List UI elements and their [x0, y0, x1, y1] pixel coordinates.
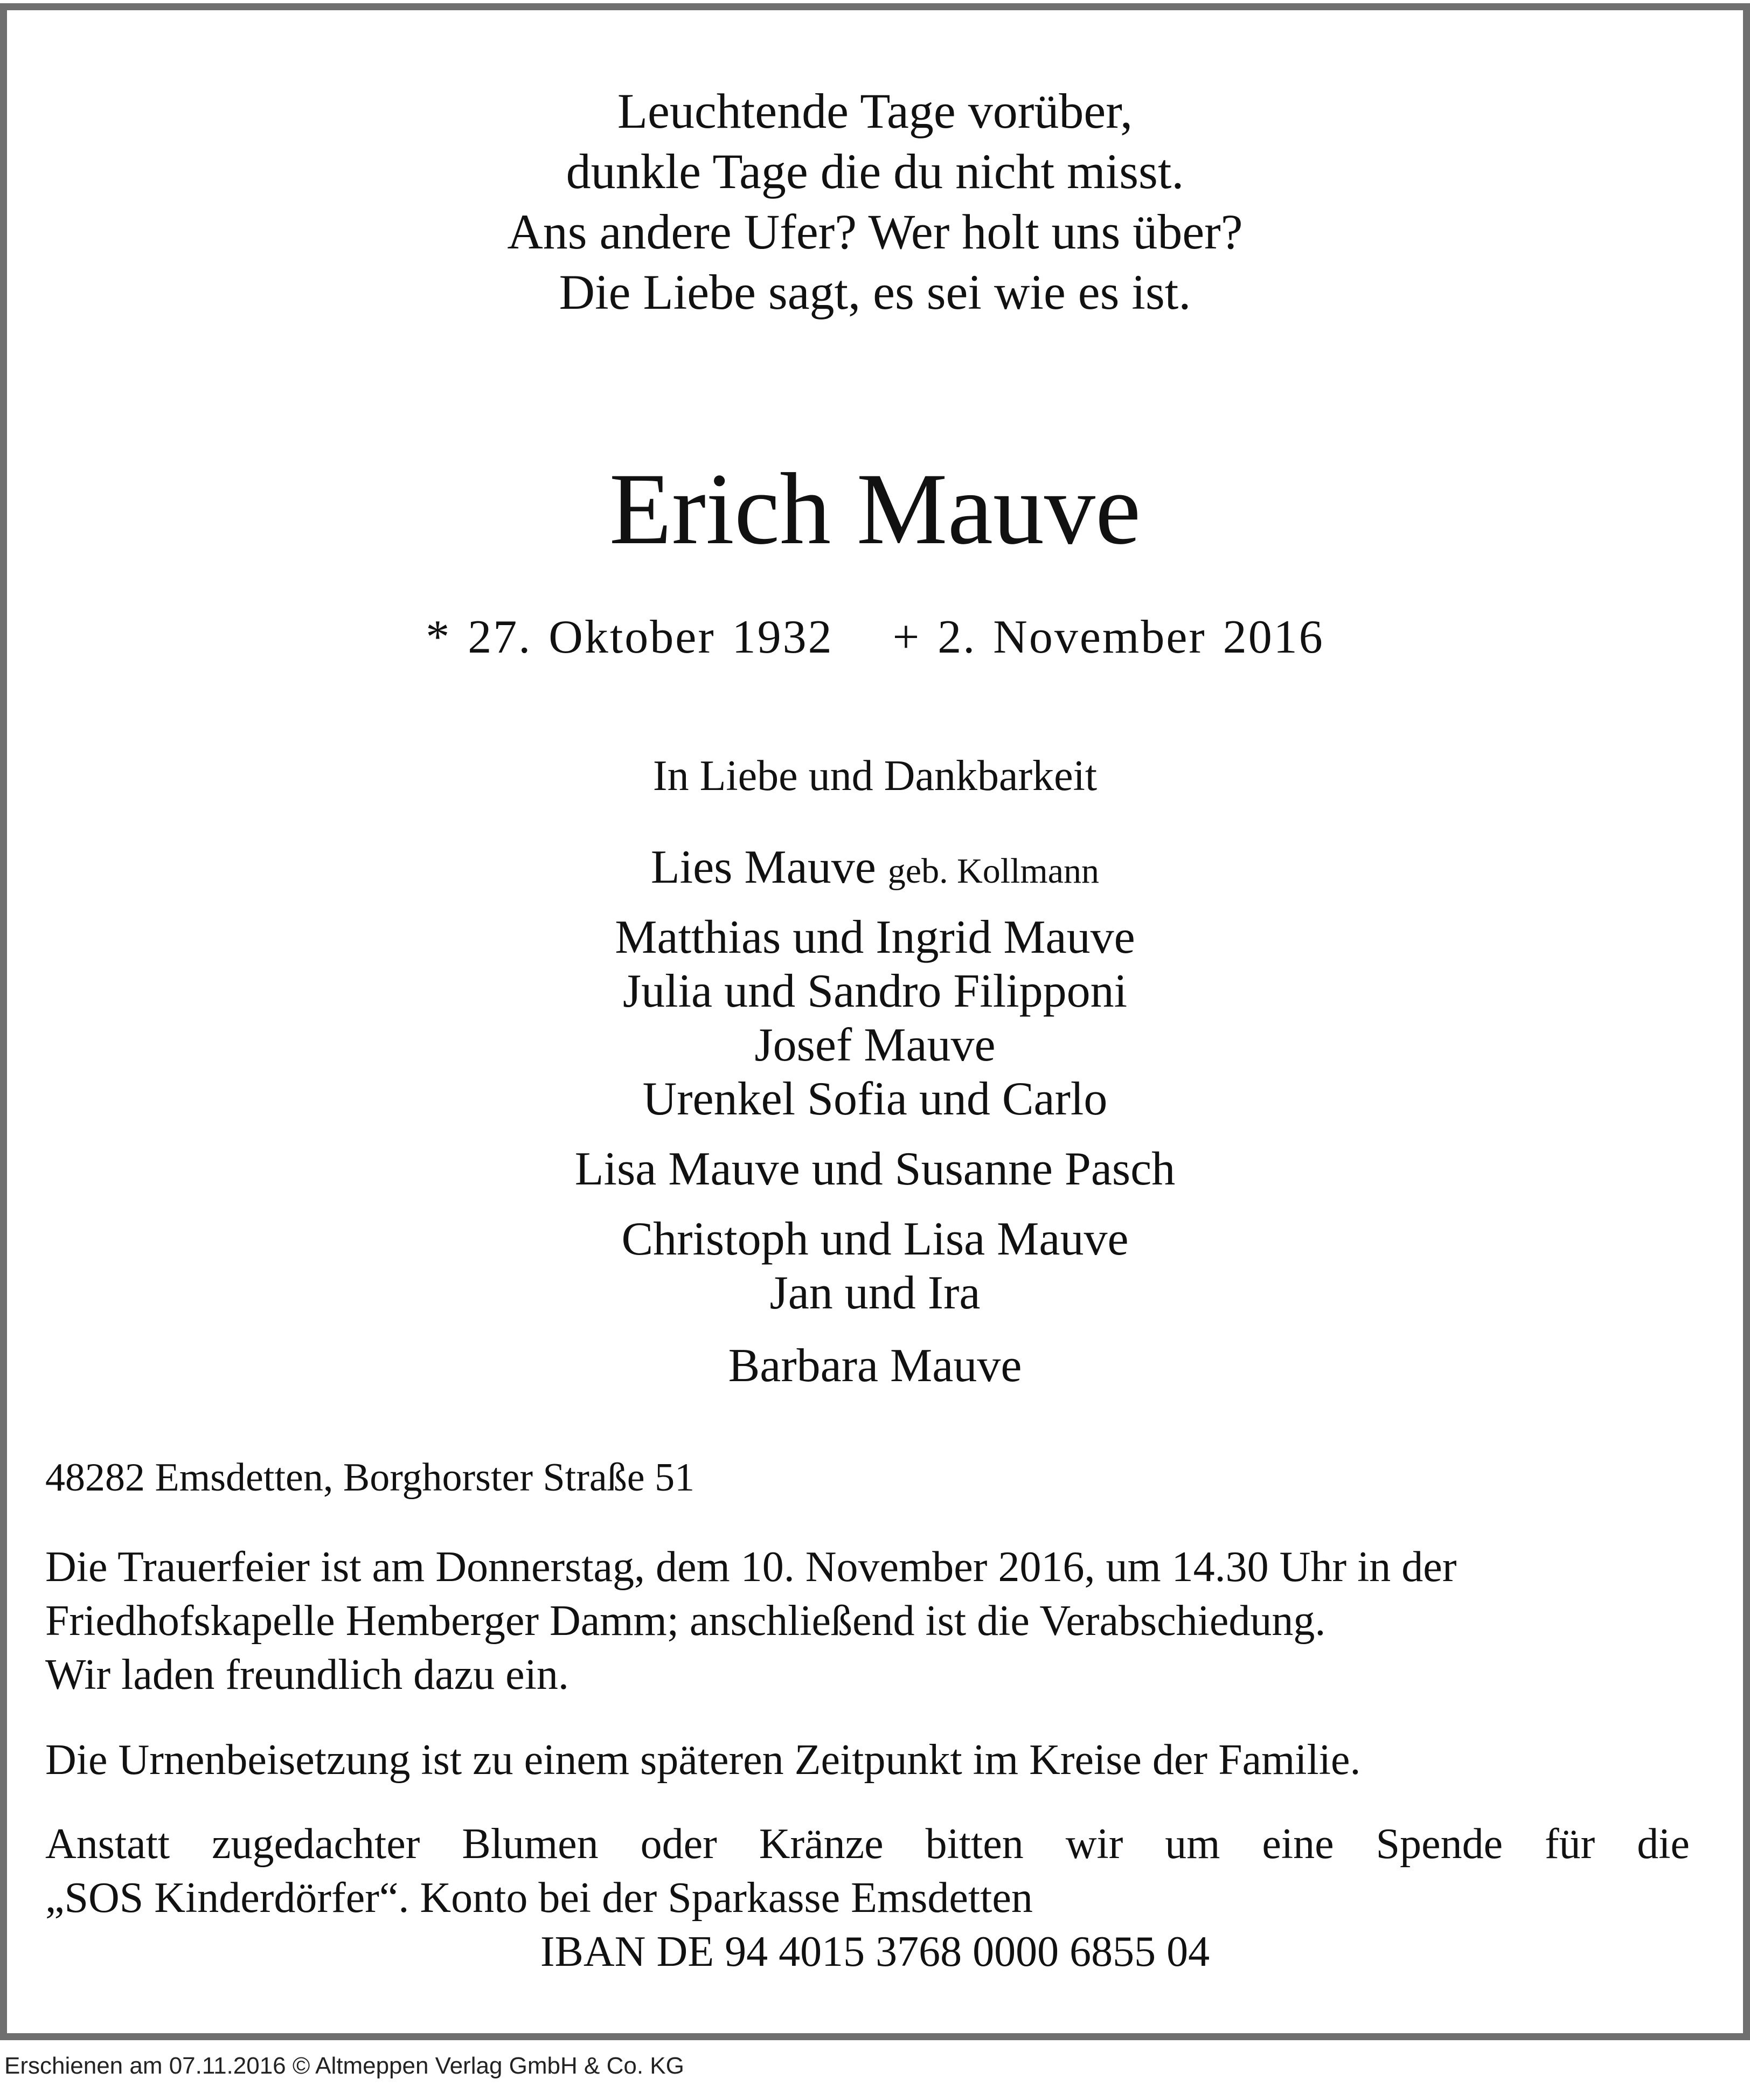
spouse-name: Lies Mauve — [650, 841, 876, 893]
life-dates — [0, 608, 1750, 667]
donation-iban: IBAN DE 94 4015 3768 0000 6855 04 — [540, 1928, 1210, 1976]
deceased-name: Erich Mauve — [609, 453, 1141, 566]
urn-burial-text: Die Urnenbeisetzung ist zu einem späteren Zeitpunkt im Kreise der Familie. — [45, 1736, 1361, 1784]
birth-date: * 27. Oktober 1932 — [426, 611, 834, 663]
poem-line: dunkle Tage die du nicht misst. — [566, 144, 1184, 199]
donation-line: Anstatt zugedachter Blumen oder Kränze bitten wir um eine Spende für die — [45, 1820, 1690, 1868]
spouse-line — [0, 841, 1750, 898]
donation-line: „SOS Kinderdörfer“. Konto bei der Sparkasse Emsdetten — [45, 1874, 1033, 1922]
mourner-line: Christoph und Lisa Mauve — [621, 1213, 1129, 1265]
mourner-line: Julia und Sandro Filipponi — [622, 965, 1128, 1017]
mourner-line: Josef Mauve — [754, 1019, 996, 1071]
death-date: + 2. November 2016 — [892, 611, 1324, 663]
poem — [0, 81, 1750, 322]
poem-line: Ans andere Ufer? Wer holt uns über? — [507, 204, 1243, 259]
poem-line: Die Liebe sagt, es sei wie es ist. — [559, 265, 1191, 320]
spouse-maiden-name: geb. Kollmann — [887, 851, 1100, 891]
funeral-line: Die Trauerfeier ist am Donnerstag, dem 10. November 2016, um 14.30 Uhr in der — [45, 1543, 1457, 1591]
mourner-line: Jan und Ira — [769, 1267, 981, 1319]
poem-line: Leuchtende Tage vorüber, — [617, 84, 1133, 138]
funeral-line: Friedhofskapelle Hemberger Damm; anschließend ist die Verabschiedung. — [45, 1597, 1326, 1645]
publication-footer: Erschienen am 07.11.2016 © Altmeppen Verlag GmbH & Co. KG — [4, 2053, 684, 2079]
family-address: 48282 Emsdetten, Borghorster Straße 51 — [45, 1456, 695, 1500]
mourner-line: Lisa Mauve und Susanne Pasch — [574, 1143, 1176, 1195]
mourner-line: Barbara Mauve — [728, 1340, 1022, 1392]
mourner-line: Matthias und Ingrid Mauve — [615, 911, 1135, 964]
dedication: In Liebe und Dankbarkeit — [652, 752, 1098, 800]
mourner-line: Urenkel Sofia und Carlo — [642, 1073, 1108, 1125]
funeral-line: Wir laden freundlich dazu ein. — [45, 1651, 569, 1699]
